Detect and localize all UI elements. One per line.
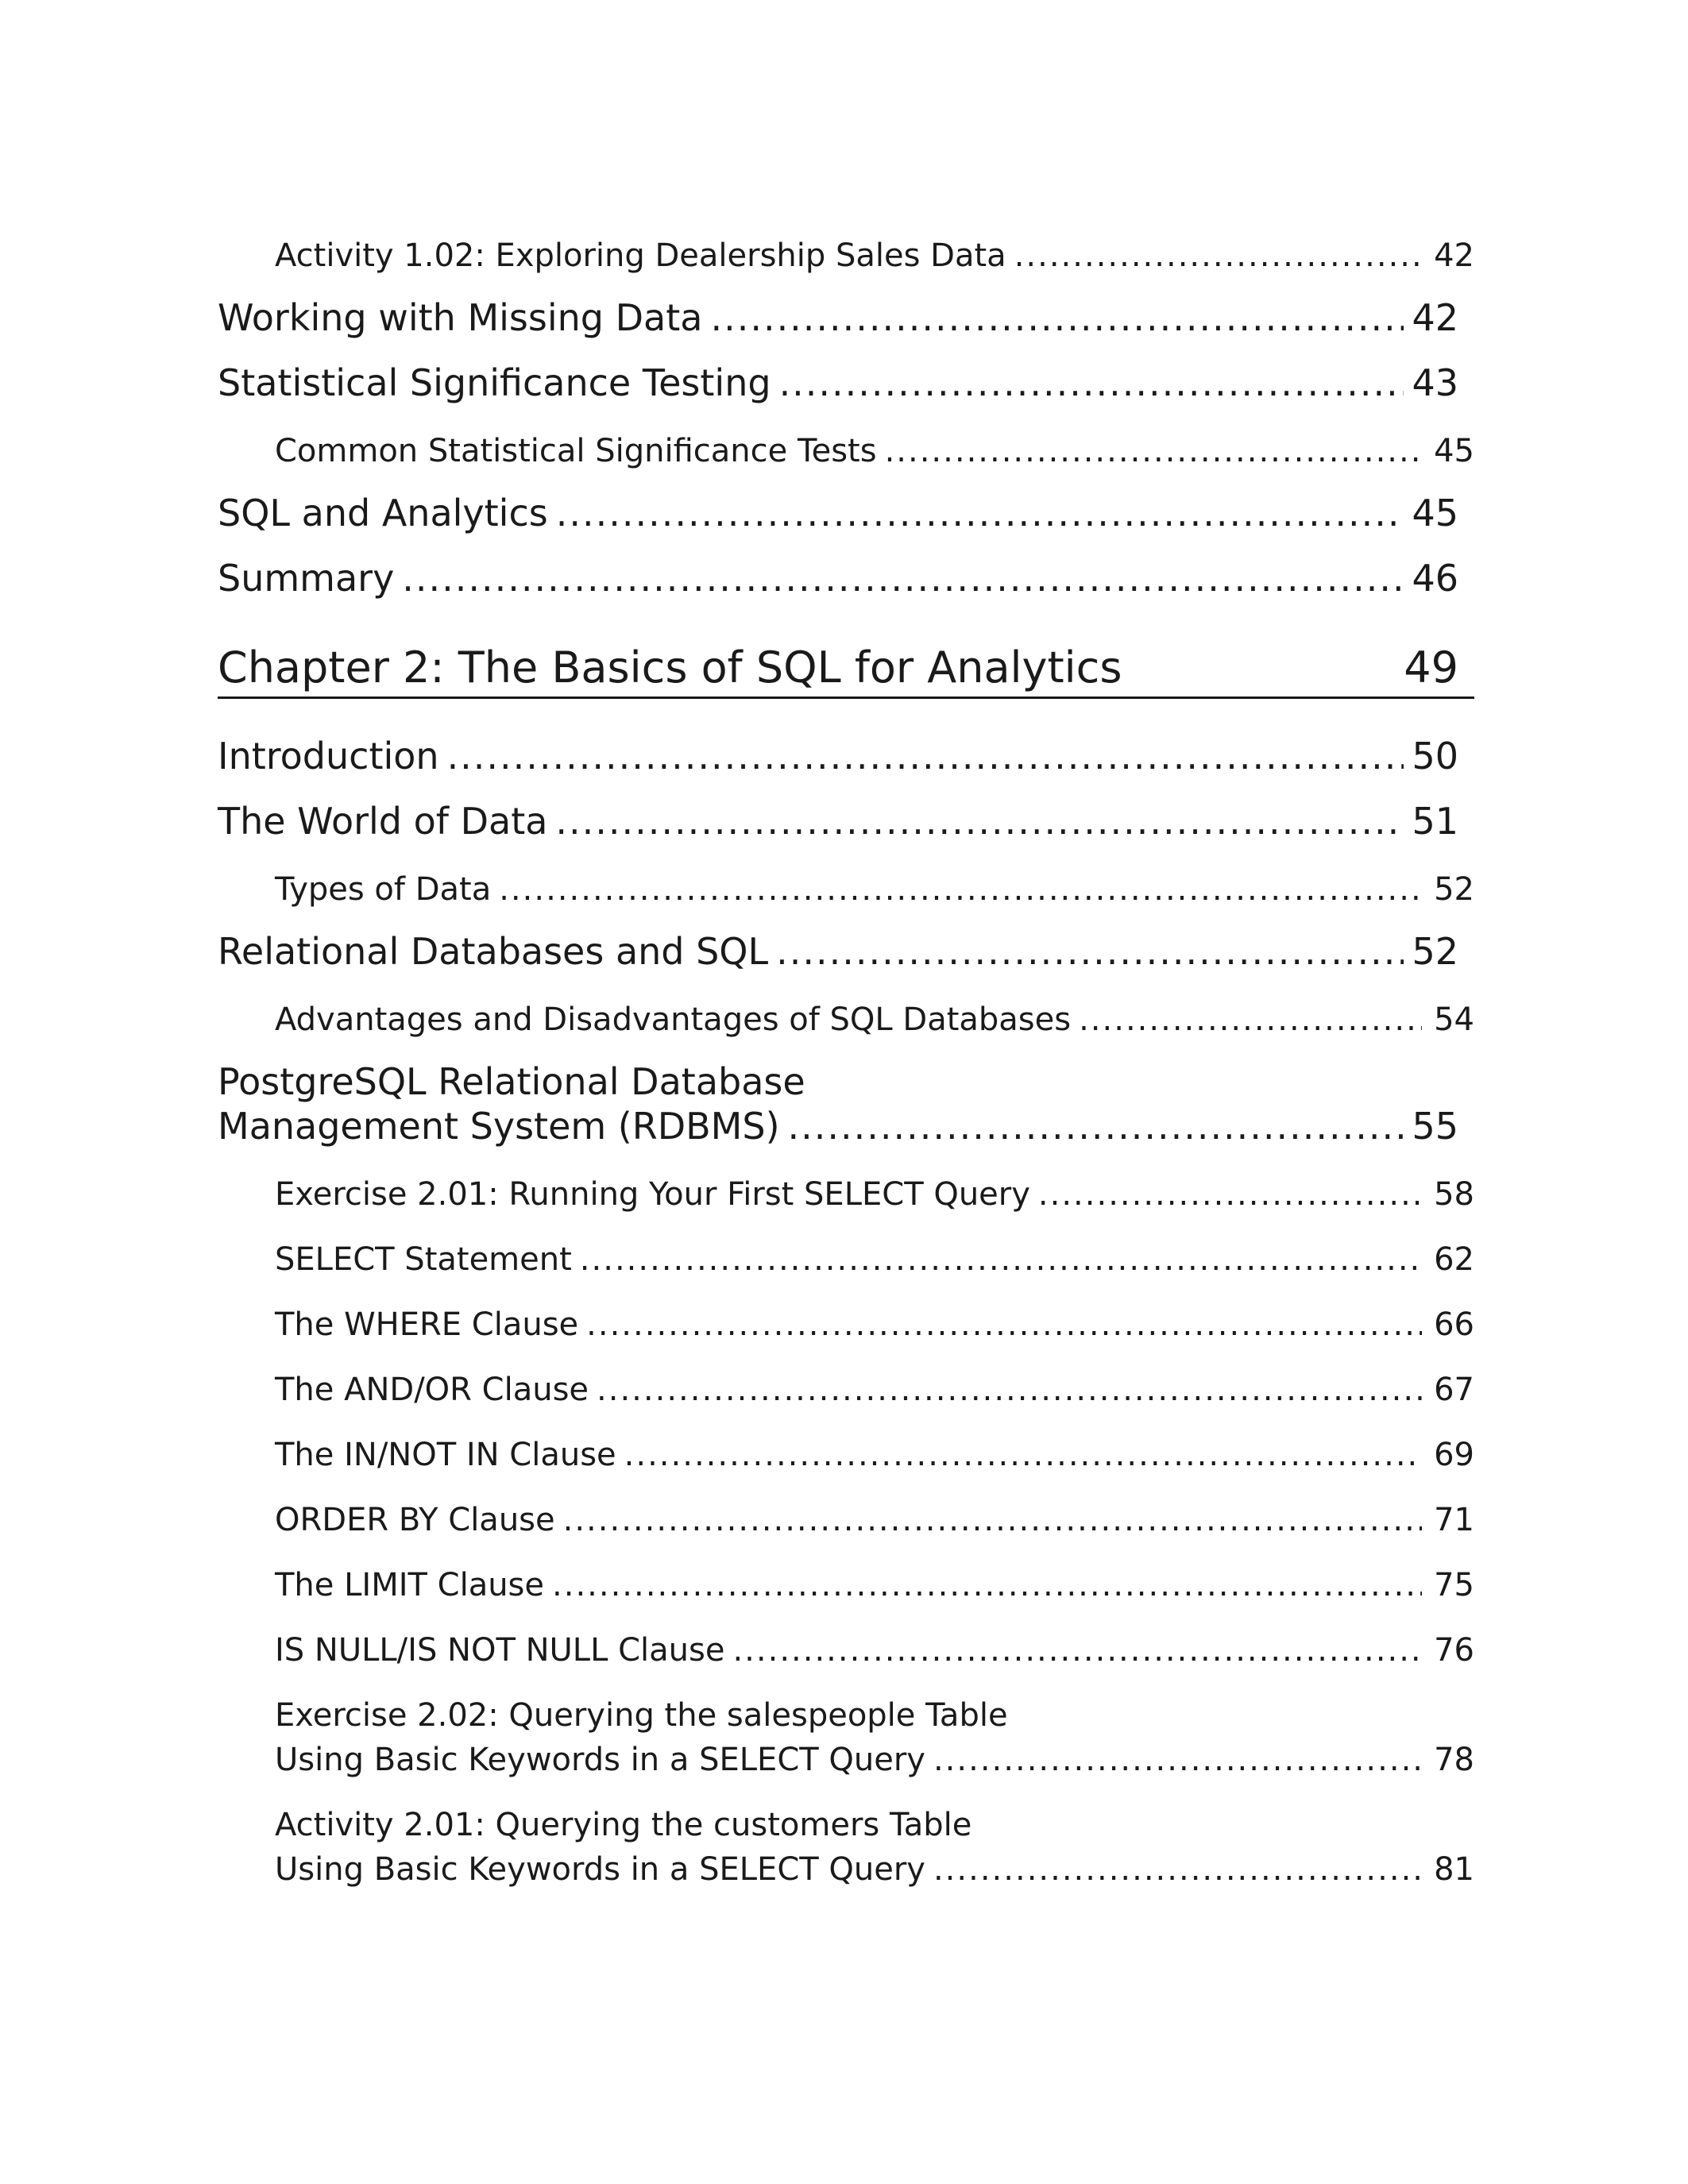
dot-leader	[933, 1739, 1422, 1781]
toc-entry-page: 76	[1434, 1632, 1474, 1669]
toc-entry-title: Relational Databases and SQL	[218, 930, 769, 973]
toc-entry-title: The IN/NOT IN Clause	[275, 1437, 616, 1473]
toc-entry[interactable]	[218, 361, 1474, 405]
dot-leader	[597, 1369, 1422, 1410]
toc-entry[interactable]	[275, 1849, 1474, 1890]
toc-entry[interactable]	[275, 1239, 1474, 1280]
toc-entry-page: 75	[1434, 1567, 1474, 1603]
toc-entry-title: Using Basic Keywords in a SELECT Query	[275, 1742, 925, 1778]
toc-entry-page: 42	[1434, 237, 1474, 274]
toc-entry-page: 55	[1412, 1105, 1458, 1148]
toc-entry-title: The AND/OR Clause	[275, 1372, 589, 1408]
toc-entry-title: Exercise 2.01: Running Your First SELECT Query	[275, 1176, 1030, 1213]
dot-leader	[499, 869, 1422, 910]
toc-entry[interactable]	[218, 929, 1474, 974]
toc-entry-title: Statistical Significance Testing	[218, 361, 771, 404]
toc-entry-page: 58	[1434, 1176, 1474, 1213]
toc-entry[interactable]	[275, 1369, 1474, 1410]
dot-leader	[556, 491, 1404, 535]
toc-entry-title: Activity 1.02: Exploring Dealership Sales Data	[275, 237, 1006, 274]
toc-entry-title: The World of Data	[218, 800, 548, 843]
toc-entry-page: 81	[1434, 1851, 1474, 1888]
dot-leader	[580, 1239, 1422, 1280]
dot-leader	[1014, 235, 1422, 276]
dot-leader	[933, 1849, 1422, 1890]
toc-entry-title-line1: Exercise 2.02: Querying the salespeople Table	[275, 1697, 1008, 1734]
toc-entry[interactable]	[275, 235, 1474, 276]
dot-leader	[776, 929, 1404, 974]
toc-entry[interactable]	[218, 734, 1474, 778]
toc-entry-title: The LIMIT Clause	[275, 1567, 545, 1603]
dot-leader	[710, 295, 1404, 340]
toc-entry-page: 50	[1412, 735, 1458, 778]
dot-leader	[779, 361, 1404, 405]
toc-entry-title: Management System (RDBMS)	[218, 1105, 780, 1148]
toc-entry-page: 69	[1434, 1437, 1474, 1473]
toc-entry-title: ORDER BY Clause	[275, 1502, 555, 1538]
table-of-contents	[218, 0, 1474, 2184]
dot-leader	[563, 1499, 1422, 1541]
toc-entry-page: 62	[1434, 1241, 1474, 1278]
toc-entry-page: 42	[1412, 296, 1458, 339]
toc-entry-page: 46	[1412, 557, 1458, 600]
toc-entry-title: IS NULL/IS NOT NULL Clause	[275, 1632, 725, 1669]
toc-entry[interactable]	[218, 799, 1474, 843]
toc-entry[interactable]	[275, 1174, 1474, 1215]
toc-entry[interactable]	[275, 1499, 1474, 1541]
dot-leader	[732, 1630, 1422, 1671]
toc-entry-page: 54	[1434, 1001, 1474, 1038]
toc-entry[interactable]	[275, 430, 1474, 472]
dot-leader	[402, 556, 1404, 600]
dot-leader	[586, 1304, 1422, 1345]
toc-entry[interactable]	[218, 491, 1474, 535]
chapter-heading[interactable]	[218, 640, 1474, 699]
toc-entry-title: Working with Missing Data	[218, 296, 703, 339]
toc-entry-title: Using Basic Keywords in a SELECT Query	[275, 1851, 925, 1888]
chapter-title: Chapter 2: The Basics of SQL for Analytics	[218, 642, 1122, 693]
toc-entry-page: 52	[1434, 871, 1474, 908]
toc-entry-page: 51	[1412, 800, 1458, 843]
dot-leader	[552, 1565, 1422, 1606]
toc-entry[interactable]	[275, 1434, 1474, 1476]
toc-entry-title-line1: Activity 2.01: Querying the customers Table	[275, 1807, 972, 1843]
dot-leader	[885, 430, 1422, 472]
toc-entry[interactable]	[218, 556, 1474, 600]
dot-leader	[624, 1434, 1422, 1476]
toc-entry-page: 52	[1412, 930, 1458, 973]
toc-entry[interactable]	[275, 1565, 1474, 1606]
toc-entry[interactable]	[218, 295, 1474, 340]
dot-leader	[447, 734, 1404, 778]
dot-leader	[1079, 999, 1422, 1040]
toc-entry-page: 45	[1412, 492, 1458, 534]
toc-entry-title: SELECT Statement	[275, 1241, 572, 1278]
toc-entry-page: 71	[1434, 1502, 1474, 1538]
toc-entry-page: 67	[1434, 1372, 1474, 1408]
toc-entry[interactable]	[275, 1630, 1474, 1671]
toc-entry[interactable]	[275, 1304, 1474, 1345]
toc-entry[interactable]	[218, 1104, 1474, 1148]
toc-entry-title: Common Statistical Significance Tests	[275, 433, 877, 469]
toc-entry-title: SQL and Analytics	[218, 492, 548, 534]
toc-entry-title: The WHERE Clause	[275, 1306, 579, 1343]
toc-entry-title: Summary	[218, 557, 395, 600]
dot-leader	[555, 799, 1404, 843]
toc-entry-page: 78	[1434, 1742, 1474, 1778]
toc-entry-page: 45	[1434, 433, 1474, 469]
dot-leader	[788, 1104, 1404, 1148]
toc-entry-title: Advantages and Disadvantages of SQL Databases	[275, 1001, 1072, 1038]
dot-leader	[1038, 1174, 1422, 1215]
toc-entry[interactable]	[275, 999, 1474, 1040]
toc-entry-page: 43	[1412, 361, 1458, 404]
toc-entry-title: Introduction	[218, 735, 439, 778]
toc-entry[interactable]	[275, 869, 1474, 910]
toc-entry-title-line1: PostgreSQL Relational Database	[218, 1060, 805, 1103]
chapter-page: 49	[1404, 642, 1458, 693]
toc-entry-title: Types of Data	[275, 871, 492, 908]
toc-entry[interactable]	[275, 1739, 1474, 1781]
toc-entry-page: 66	[1434, 1306, 1474, 1343]
